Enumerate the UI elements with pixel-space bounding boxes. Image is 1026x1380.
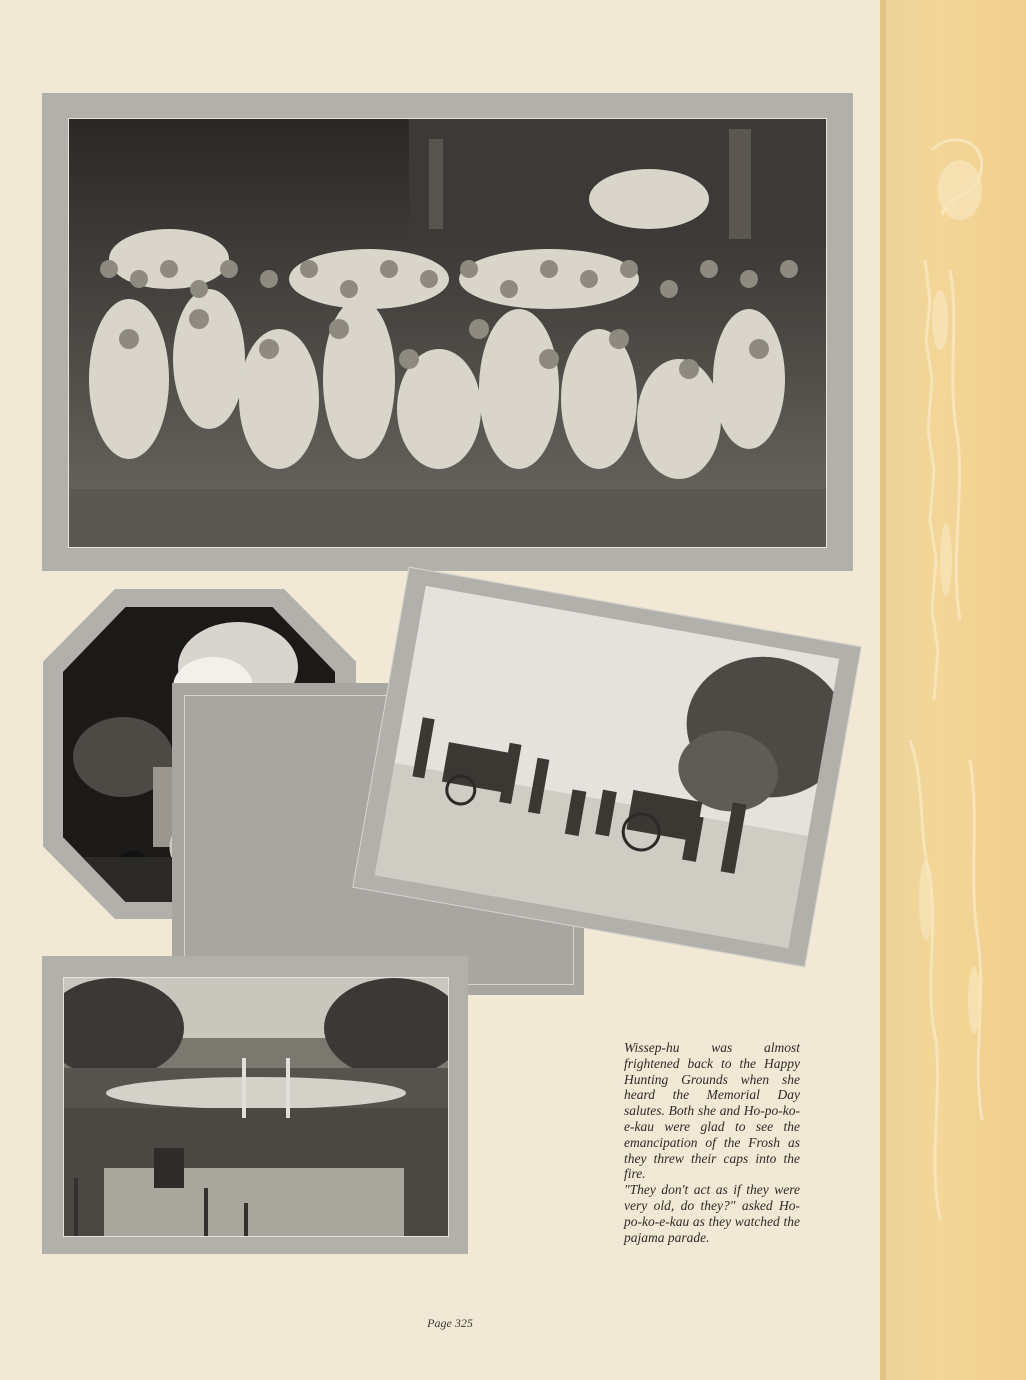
pajama-parade-group-photo	[68, 118, 827, 548]
decorative-margin-band	[880, 0, 1026, 1380]
caption-paragraph-2: "They don't act as if they were very old, do they?" asked Ho-po-ko-e-kau as they watched the pajama parade.	[624, 1182, 800, 1245]
yearbook-caption	[624, 1040, 800, 1245]
caption-paragraph-1: Wissep-hu was almost frightened back to the Happy Hunting Grounds when she heard the Memorial Day salutes. Both she and Ho-po-ko-e-kau were glad to see the emancipation of the Frosh as they threw their caps into the fire.	[624, 1040, 800, 1182]
page-number: Page 325	[427, 1316, 473, 1330]
memorial-ceremony-photo	[63, 977, 449, 1237]
totem-ornament-icon	[880, 0, 1026, 1380]
